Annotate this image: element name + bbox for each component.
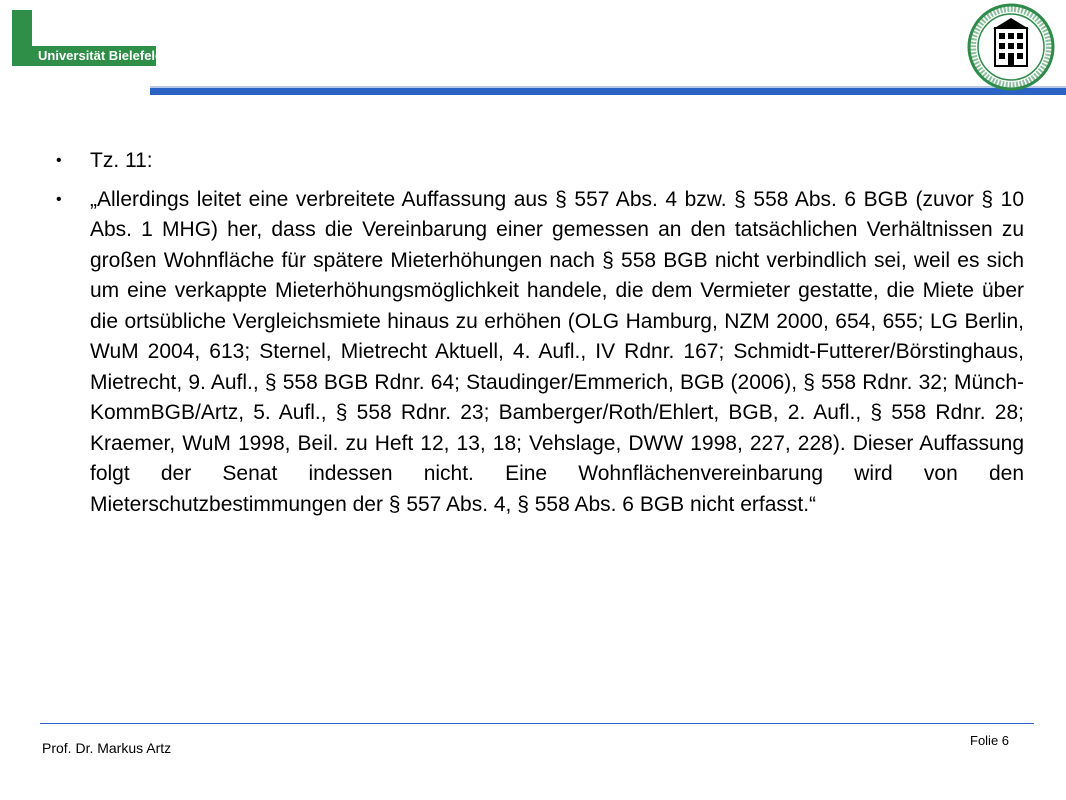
footer-line [40,723,1034,724]
university-name: Universität Bielefeld [38,48,163,63]
bullet-text: Tz. 11: [90,149,153,172]
bullet-item [52,146,1024,177]
bullet-dot-icon: • [56,190,62,208]
slide-content [52,146,1024,528]
footer-author: Prof. Dr. Markus Artz [42,740,172,756]
bullet-text: „Allerdings leitet eine verbreitete Auffassung aus § 557 Abs. 4 bzw. § 558 Abs. 6 BGB (zuvor § 10 Abs. 1 MHG) her, dass die Vereinbarung einer gemessen an den tatsächlichen Verhältnissen zu großen Wohnfläche für spätere Mieterhöhungen nach § 558 BGB nicht verbindlich sei, weil es sich um eine verkappte Mieterhöhungsmöglichkeit handele, die dem Vermieter gestatte, die Miete über die ortsübliche Vergleichsmiete hinaus zu erhöhen (OLG Hamburg, NZM 2000, 654, 655; LG Berlin, WuM 2004, 613; Sternel, Mietrecht Aktuell, 4. Aufl., IV Rdnr. 167; Schmidt-Futterer/Börstinghaus, Mietrecht, 9. Aufl., § 558 BGB Rdnr. 64; Staudinger/Emmerich, BGB (2006), § 558 Rdnr. 32; Münch-KommBGB/Artz, 5. Aufl., § 558 Rdnr. 23; Bamberger/Roth/Ehlert, BGB, 2. Aufl., § 558 Rdnr. 28; Kraemer, WuM 1998, Beil. zu Heft 12, 13, 18; Vehslage, DWW 1998, 227, 228). Dieser Auffassung folgt der Senat indessen nicht. Eine Wohnflächenvereinbarung wird von den Mieterschutzbestimmungen der § 557 Abs. 4, § 558 Abs. 6 BGB nicht erfasst.“ [90,187,1024,516]
bullet-item [52,185,1024,521]
institute-seal-logo [966,2,1056,92]
university-logo [12,10,163,66]
slide-number: Folie 6 [970,733,1010,748]
header-line [150,88,1066,95]
bullet-dot-icon: • [56,152,62,169]
